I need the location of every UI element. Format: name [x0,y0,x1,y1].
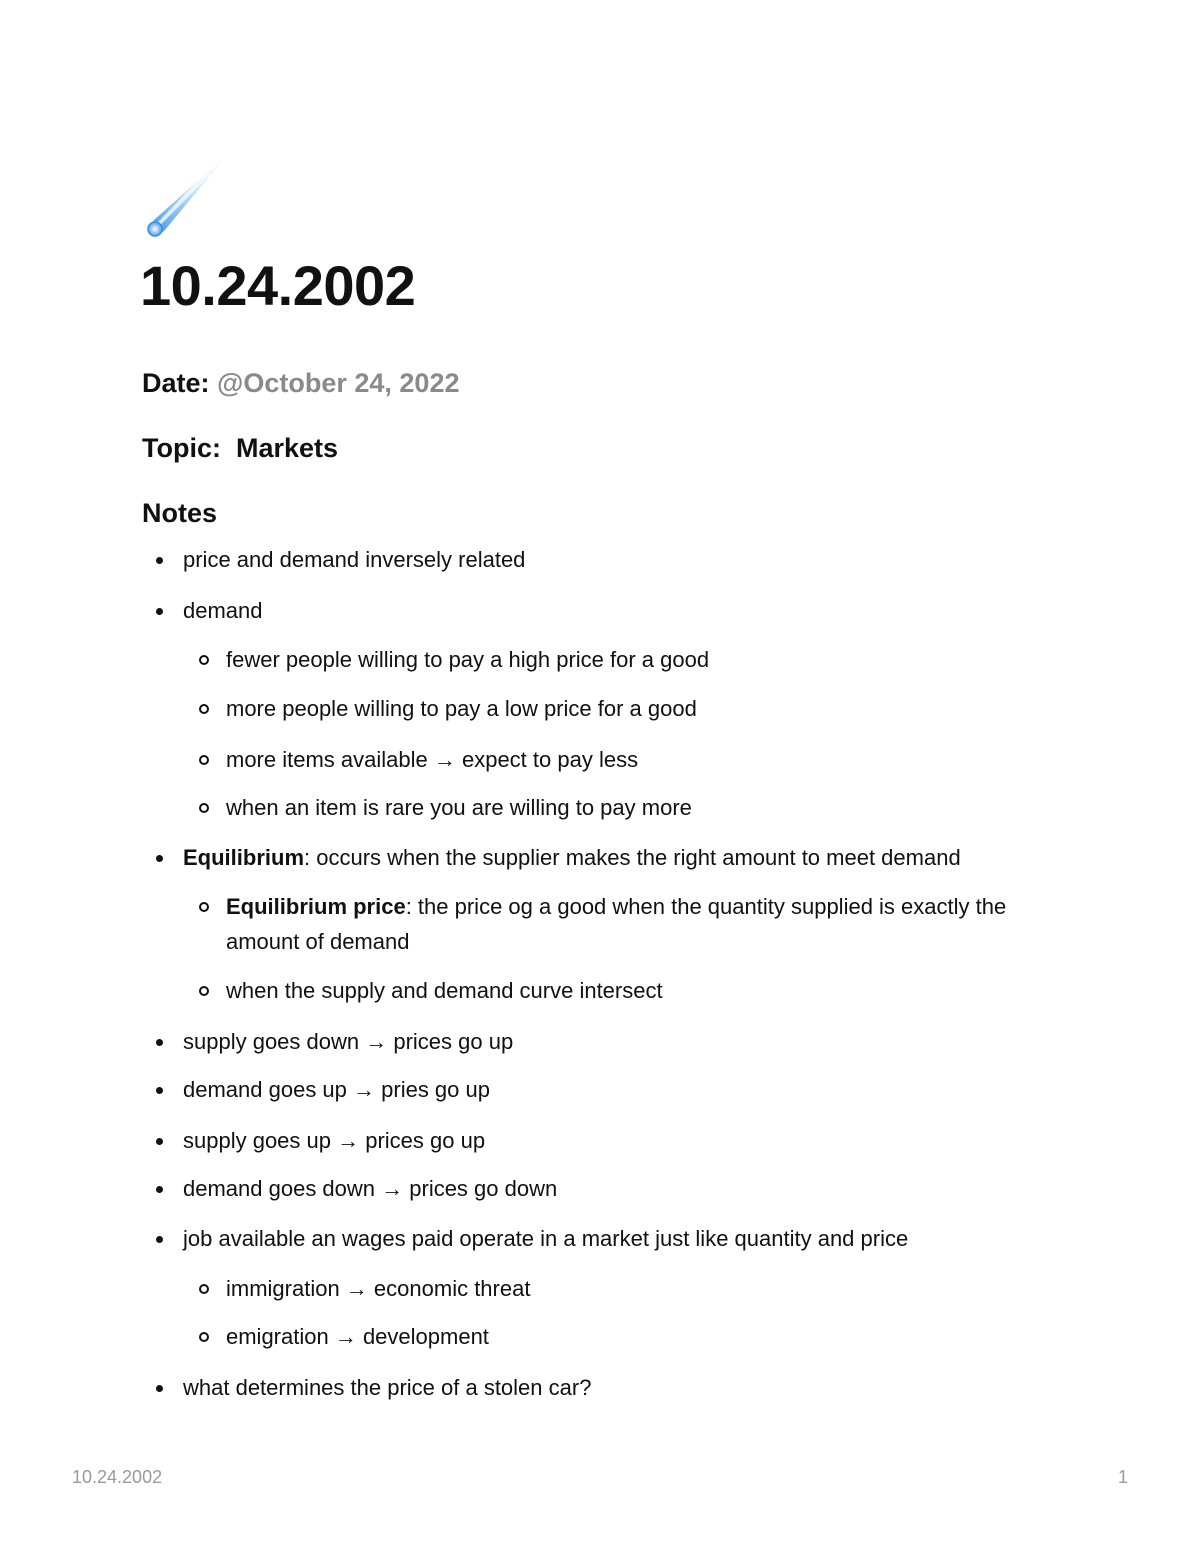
term-bold: Equilibrium [183,845,304,870]
list-item [183,593,1083,628]
list-item-text: when the supply and demand curve intersect [226,978,663,1003]
sub-list-item [226,1271,1046,1306]
bullet-circle-icon [199,902,209,912]
list-item-text: : the price og a good when the quantity supplied is exactly the amount of demand [226,894,1007,954]
list-item-text: supply goes up → prices go up [183,1128,486,1153]
bullet-circle-icon [199,1284,209,1294]
list-item-text: immigration → economic threat [226,1276,531,1301]
list-item [183,1123,1083,1158]
bullet-circle-icon [199,1332,209,1342]
bullet-circle-icon [199,803,209,813]
list-item-text: more items available → expect to pay less [226,747,639,772]
footer-title: 10.24.2002 [72,1467,163,1487]
list-item-text: demand goes up → pries go up [183,1077,490,1102]
bullet-disc-icon [156,1186,163,1193]
sub-list-item [226,790,1046,825]
bullet-disc-icon [156,1087,163,1094]
bullet-disc-icon [156,1039,163,1046]
page-number: 1 [1117,1467,1128,1487]
page-title: 10.24.2002 [140,254,416,317]
list-item [183,1370,1083,1405]
bullet-disc-icon [156,855,163,862]
topic-property [142,431,338,465]
sub-list-item [226,973,1046,1008]
list-item-text: price and demand inversely related [183,547,526,572]
bullet-disc-icon [156,557,163,564]
list-item [183,542,1083,577]
bullet-circle-icon [199,704,209,714]
sub-list-item [226,1319,1046,1354]
bullet-circle-icon [199,755,209,765]
list-item [183,840,1083,875]
topic-label: Topic: [142,433,221,463]
bullet-circle-icon [199,655,209,665]
list-item-text: job available an wages paid operate in a market just like quantity and price [183,1226,909,1251]
list-item [183,1171,1083,1206]
list-item [183,1072,1083,1107]
sub-list-item [226,889,1046,959]
bullet-disc-icon [156,1138,163,1145]
date-label: Date: [142,368,210,398]
term-bold: Equilibrium price [226,894,406,919]
list-item-text: fewer people willing to pay a high price for a good [226,647,710,672]
list-item-text: demand goes down → prices go down [183,1176,558,1201]
bullet-circle-icon [199,986,209,996]
sub-list-item [226,742,1046,777]
bullet-disc-icon [156,1385,163,1392]
list-item [183,1024,1083,1059]
list-item-text: more people willing to pay a low price for a good [226,696,697,721]
sub-list-item [226,642,1046,677]
list-item-text: demand [183,598,263,623]
list-item-text: when an item is rare you are willing to pay more [226,795,692,820]
list-item-text: what determines the price of a stolen car? [183,1375,592,1400]
list-item-text: supply goes down → prices go up [183,1029,514,1054]
list-item-text: emigration → development [226,1324,489,1349]
sub-list-item [226,691,1046,726]
notes-heading: Notes [142,498,218,528]
list-item-text: : occurs when the supplier makes the right amount to meet demand [304,845,961,870]
list-item [183,1221,1083,1256]
bullet-disc-icon [156,1236,163,1243]
date-mention[interactable]: @October 24, 2022 [217,368,460,398]
topic-value: Markets [236,433,339,463]
comet-icon [140,150,230,240]
bullet-disc-icon [156,608,163,615]
date-property [142,366,459,400]
